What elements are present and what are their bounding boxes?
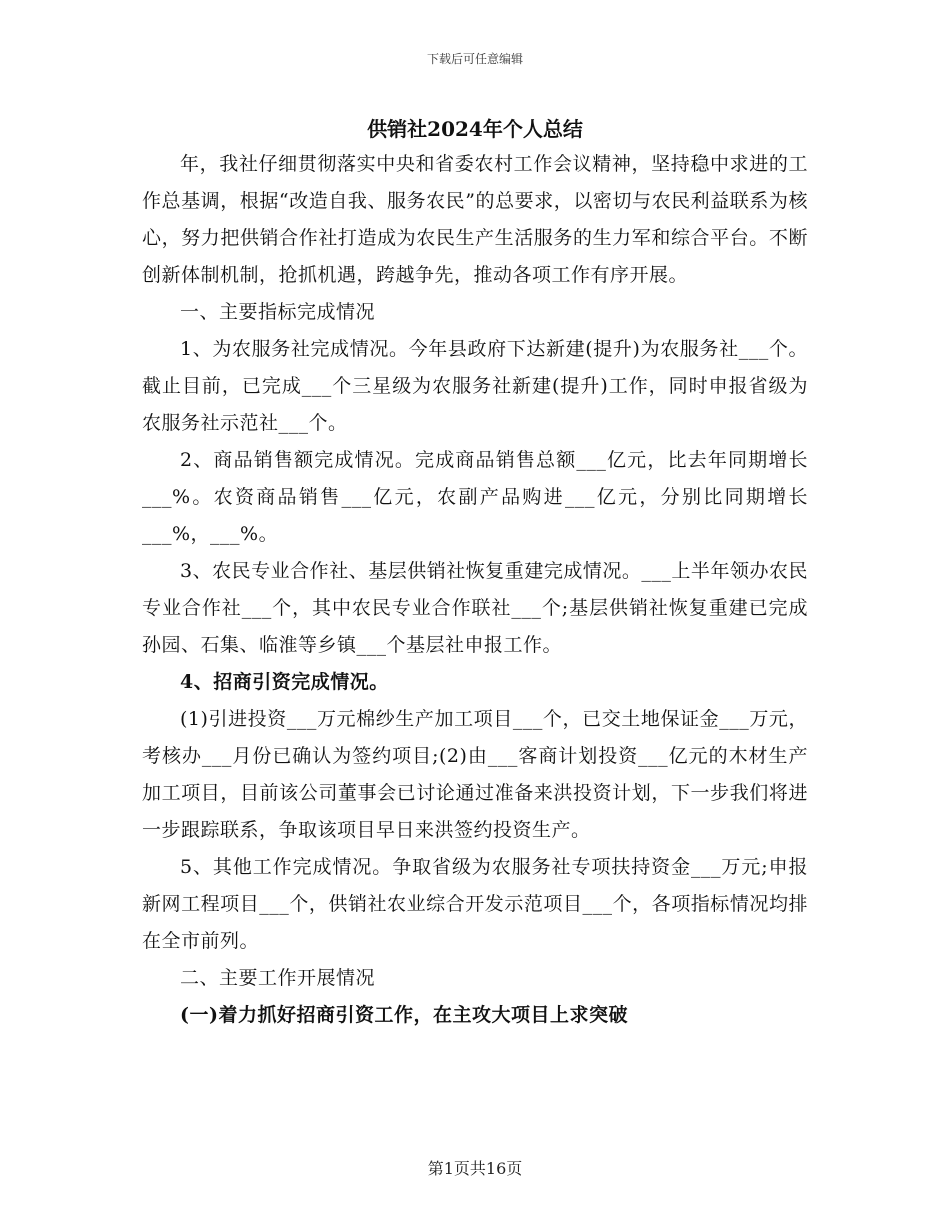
page-footer: 第1页共16页 [427, 1159, 523, 1178]
page-header: 下载后可任意编辑 [426, 52, 523, 66]
paragraph-item-5: 5、其他工作完成情况。争取省级为农服务社专项扶持资金___万元;申报新网工程项目___个，供销社农业综合开发示范项目___个，各项指标情况均排在全市前列。 [142, 856, 808, 952]
paragraph-item-3: 3、农民专业合作社、基层供销社恢复重建完成情况。___上半年领办农民专业合作社___个，其中农民专业合作联社___个;基层供销社恢复重建已完成孙园、石集、临淮等乡镇___个基层社申报工作。 [142, 560, 808, 656]
section-heading-2: 二、主要工作开展情况 [180, 967, 376, 989]
paragraph-intro: 年，我社仔细贯彻落实中央和省委农村工作会议精神，坚持稳中求进的工作总基调，根据“改造自我、服务农民”的总要求，以密切与农民利益联系为核心，努力把供销合作社打造成为农民生产生活服务的生力军和综合平台。不断创新体制机制，抢抓机遇，跨越争先，推动各项工作有序开展。 [142, 153, 808, 286]
paragraph-item-4-detail: (1)引进投资___万元棉纱生产加工项目___个，已交土地保证金___万元，考核办___月份已确认为签约项目;(2)由___客商计划投资___亿元的木材生产加工项目，目前该公司董事会已讨论通过准备来洪投资计划，下一步我们将进一步跟踪联系，争取该项目早日来洪签约投资生产。 [142, 708, 808, 841]
document-title: 供销社2024年个人总结 [367, 117, 583, 141]
paragraph-item-1: 1、为农服务社完成情况。今年县政府下达新建(提升)为农服务社___个。截止目前，已完成___个三星级为农服务社新建(提升)工作，同时申报省级为农服务社示范社___个。 [142, 338, 808, 434]
section-heading-1: 一、主要指标完成情况 [180, 301, 376, 323]
subheading-item-4: 4、招商引资完成情况。 [180, 671, 389, 693]
paragraph-item-2: 2、商品销售额完成情况。完成商品销售总额___亿元，比去年同期增长___%。农资商品销售___亿元，农副产品购进___亿元，分别比同期增长___%，___%。 [142, 449, 808, 545]
subsection-heading-1: (一)着力抓好招商引资工作，在主攻大项目上求突破 [180, 1004, 628, 1026]
document-body [142, 112, 808, 1034]
